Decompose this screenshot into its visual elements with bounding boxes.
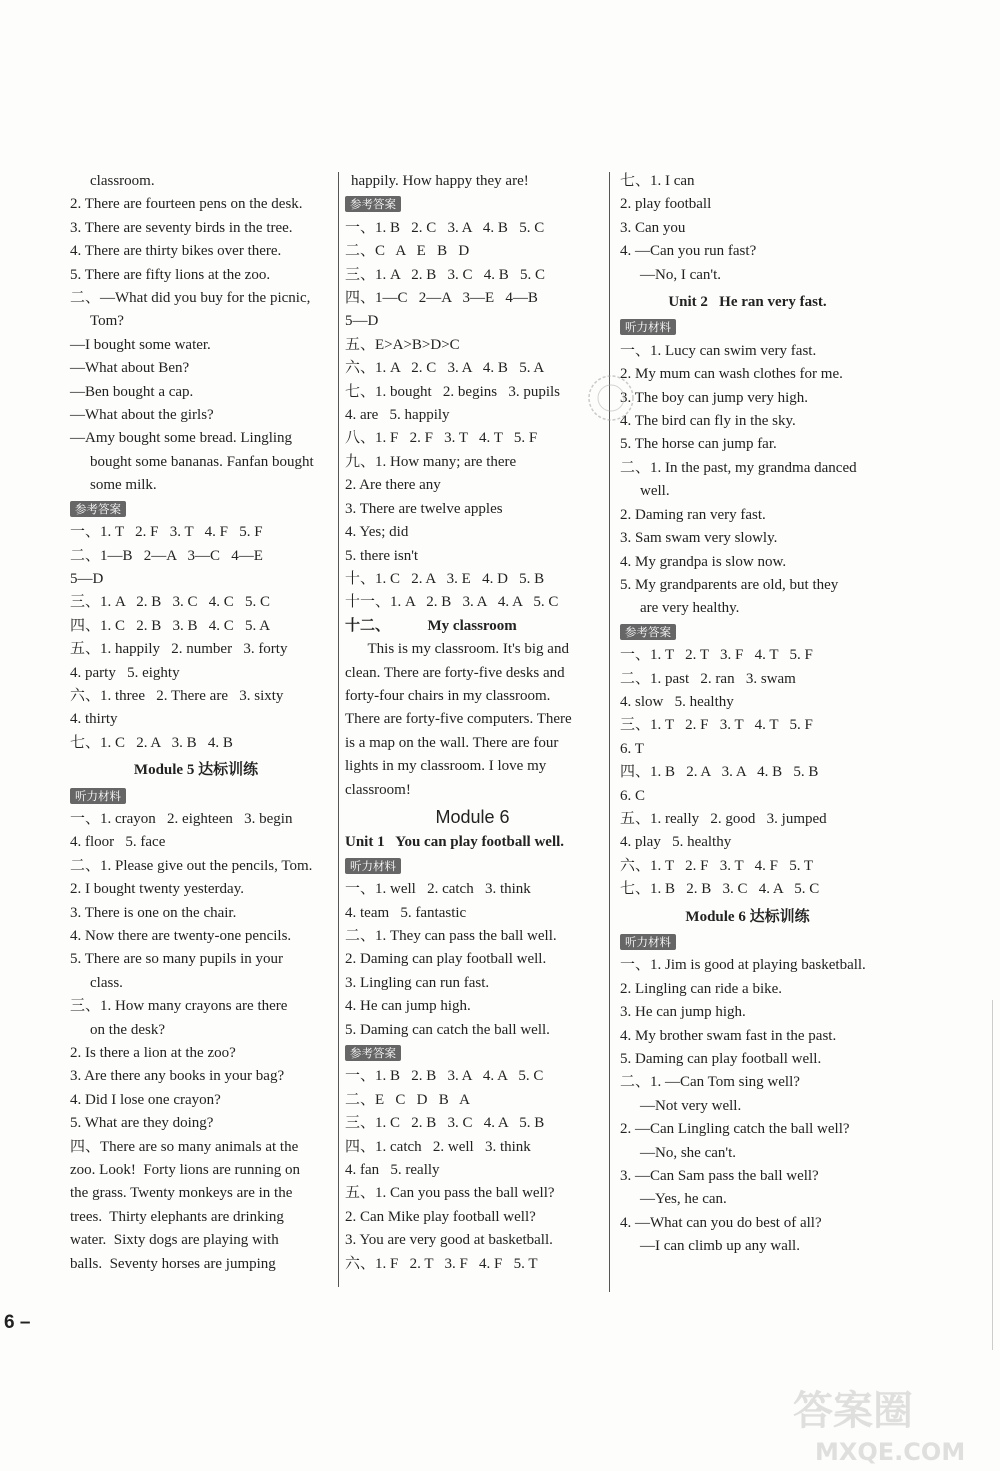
text-line: —Ben bought a cap. (70, 383, 194, 400)
text-line: —Yes, he can. (640, 1191, 727, 1208)
text-line: 4. He can jump high. (345, 998, 471, 1015)
text-line: 2. play football (620, 196, 712, 213)
text-line: 五、1. happily 2. number 3. forty (70, 641, 288, 658)
section-heading: Unit 1 You can play football well. (345, 834, 565, 851)
text-line: zoo. Look! Forty lions are running on (70, 1162, 300, 1179)
tag-row (620, 316, 875, 339)
text-line: 二、C A E B D (345, 243, 470, 260)
text-line: 六、1. A 2. C 3. A 4. B 5. A (345, 360, 545, 377)
text-line: 4. There are thirty bikes over there. (70, 243, 282, 260)
text-line: Tom? (90, 313, 124, 330)
text-line: 4. —Can you run fast? (620, 243, 757, 260)
text-line: happily. How happy they are! (351, 173, 529, 189)
text-line: 4. slow 5. healthy (620, 693, 734, 710)
tag-row (620, 931, 875, 954)
section-tag: 听力材料 (620, 319, 676, 335)
text-line: 一、1. crayon 2. eighteen 3. begin (70, 810, 293, 827)
tag-row (70, 785, 322, 808)
text-line: lights in my classroom. I love my (345, 758, 547, 775)
text-line: 3. —Can Sam pass the ball well? (620, 1168, 819, 1185)
text-line: 2. Are there any (345, 477, 441, 494)
column-1 (70, 170, 322, 1276)
page-edge-line (992, 1000, 993, 1350)
section-heading: Unit 2 He ran very fast. (668, 294, 827, 311)
text-line: 三、1. How many crayons are there (70, 998, 288, 1015)
section-tag: 听力材料 (345, 858, 401, 874)
page-number: 6 – (4, 1312, 31, 1333)
text-line: 一、1. T 2. T 3. F 4. T 5. F (620, 647, 813, 664)
text-line: 六、1. three 2. There are 3. sixty (70, 687, 284, 704)
text-line: well. (640, 483, 670, 500)
text-line: 二、—What did you buy for the picnic, (70, 290, 311, 307)
text-line: 5. What are they doing? (70, 1115, 214, 1132)
text-line: 2. Can Mike play football well? (345, 1208, 536, 1225)
text-line: —Not very well. (640, 1097, 742, 1114)
text-line: 3. There is one on the chair. (70, 904, 237, 921)
text-line: 二、1. Please give out the pencils, Tom. (70, 857, 313, 874)
text-line: 4. My brother swam fast in the past. (620, 1027, 837, 1044)
text-line: 五、1. Can you pass the ball well? (345, 1185, 555, 1202)
text-line: 6. T (620, 740, 644, 757)
text-line: 4. team 5. fantastic (345, 904, 467, 921)
text-line: 4. —What can you do best of all? (620, 1214, 822, 1231)
text-line: 5. Daming can play football well. (620, 1051, 822, 1068)
text-line: —I can climb up any wall. (640, 1238, 800, 1255)
tag-row (345, 1042, 600, 1065)
text-line: 3. Sam swam very slowly. (620, 530, 778, 547)
text-line: 二、1. —Can Tom sing well? (620, 1074, 800, 1091)
text-line: 5. Daming can catch the ball well. (345, 1021, 550, 1038)
text-line: is a map on the wall. There are four (345, 734, 559, 751)
text-line: 一、1. B 2. B 3. A 4. A 5. C (345, 1068, 544, 1085)
watermark-url: MXQE.COM (815, 1438, 966, 1465)
text-line: 四、1. catch 2. well 3. think (345, 1138, 531, 1155)
tag-row (345, 193, 600, 216)
text-line: balls. Seventy horses are jumping (70, 1255, 276, 1272)
text-line: 5—D (345, 313, 379, 330)
section-tag: 参考答案 (70, 501, 126, 517)
text-line: 十、1. C 2. A 3. E 4. D 5. B (345, 570, 545, 587)
text-line: —No, I can't. (640, 266, 722, 283)
text-line: 2. Daming can play football well. (345, 951, 547, 968)
section-heading: Module 5 达标训练 (133, 762, 259, 779)
text-line: the grass. Twenty monkeys are in the (70, 1185, 293, 1202)
text-line: on the desk? (90, 1021, 165, 1038)
text-line: 四、1. C 2. B 3. B 4. C 5. A (70, 617, 271, 634)
text-line: 四、1. B 2. A 3. A 4. B 5. B (620, 764, 819, 781)
text-line: 二、E C D B A (345, 1091, 471, 1108)
text-line: trees. Thirty elephants are drinking (70, 1208, 284, 1225)
text-line: 一、1. Jim is good at playing basketball. (620, 957, 866, 974)
text-line: 一、1. T 2. F 3. T 4. F 5. F (70, 524, 263, 541)
section-tag: 参考答案 (620, 624, 676, 640)
column-divider-1 (338, 172, 339, 1287)
text-line: 七、1. I can (620, 173, 695, 189)
section-heading: Module 6 达标训练 (685, 908, 810, 925)
text-line: 3. Lingling can run fast. (345, 974, 490, 991)
text-line: 5—D (70, 570, 104, 587)
text-line: 3. There are seventy birds in the tree. (70, 219, 293, 236)
text-line: 3. You are very good at basketball. (345, 1232, 553, 1249)
text-line: 一、1. Lucy can swim very fast. (620, 342, 817, 359)
text-line: There are forty-five computers. There (345, 711, 572, 728)
text-line: 一、1. B 2. C 3. A 4. B 5. C (345, 219, 545, 236)
text-line: 6. C (620, 787, 646, 804)
text-line: 九、1. How many; are there (345, 453, 517, 470)
column-divider-2 (609, 172, 610, 1292)
watermark-text: 答案圈 (793, 1388, 913, 1434)
text-line: some milk. (90, 477, 157, 494)
text-line: 2. Lingling can ride a bike. (620, 980, 783, 997)
text-line: 2. Daming ran very fast. (620, 506, 766, 523)
text-line: 5. There are fifty lions at the zoo. (70, 266, 271, 283)
text-line: 4. My grandpa is slow now. (620, 553, 787, 570)
text-line: 4. party 5. eighty (70, 664, 180, 681)
text-line: 2. I bought twenty yesterday. (70, 881, 244, 898)
text-line: 四、1—C 2—A 3—E 4—B (345, 290, 538, 307)
text-line: 二、1. They can pass the ball well. (345, 928, 557, 944)
text-line: 2. My mum can wash clothes for me. (620, 366, 843, 383)
text-line: 五、E>A>B>D>C (345, 336, 460, 353)
text-line: 2. There are fourteen pens on the desk. (70, 196, 303, 213)
text-line: clean. There are forty-five desks and (345, 664, 565, 681)
text-line: 5. There are so many pupils in your (70, 951, 284, 968)
tag-row (620, 621, 875, 644)
section-heading: Module 6 (435, 806, 510, 827)
text-line: 2. Is there a lion at the zoo? (70, 1045, 236, 1062)
column-3 (620, 170, 875, 1259)
text-line: forty-four chairs in my classroom. (345, 687, 551, 704)
watermark-logo-icon (785, 1380, 995, 1465)
text-line: 3. The boy can jump very high. (620, 389, 809, 406)
text-line: water. Sixty dogs are playing with (70, 1232, 279, 1249)
text-line: 二、1—B 2—A 3—C 4—E (70, 547, 263, 564)
text-line: 六、1. T 2. F 3. T 4. F 5. T (620, 857, 814, 874)
text-line: —No, she can't. (640, 1144, 737, 1161)
text-line: 3. Are there any books in your bag? (70, 1068, 285, 1085)
text-line: 三、1. A 2. B 3. C 4. C 5. C (70, 594, 271, 611)
text-line: 一、1. well 2. catch 3. think (345, 881, 531, 898)
column-2 (345, 170, 600, 1276)
text-line: 3. There are twelve apples (345, 500, 503, 517)
text-line: are very healthy. (640, 600, 740, 617)
text-line: 3. He can jump high. (620, 1004, 746, 1021)
text-line: 二、1. past 2. ran 3. swam (620, 670, 796, 687)
text-line: —Amy bought some bread. Lingling (70, 430, 293, 447)
text-line: 七、1. B 2. B 3. C 4. A 5. C (620, 881, 820, 898)
section-heading: 十二、 My classroom (345, 617, 517, 634)
text-line: 4. thirty (70, 711, 118, 728)
text-line: 2. —Can Lingling catch the ball well? (620, 1121, 850, 1138)
text-line: 5. there isn't (345, 547, 419, 564)
text-line: 4. The bird can fly in the sky. (620, 413, 796, 430)
section-tag: 参考答案 (345, 1045, 401, 1061)
section-tag: 参考答案 (345, 196, 401, 212)
text-line: 4. Did I lose one crayon? (70, 1091, 221, 1108)
text-line: 八、1. F 2. F 3. T 4. T 5. F (345, 430, 538, 447)
text-line: 4. floor 5. face (70, 834, 166, 851)
text-line: 5. My grandparents are old, but they (620, 576, 839, 593)
tag-row (345, 855, 600, 878)
text-line: bought some bananas. Fanfan bought (90, 453, 314, 470)
section-tag: 听力材料 (620, 934, 676, 950)
text-line: 六、1. F 2. T 3. F 4. F 5. T (345, 1255, 538, 1272)
text-line: class. (90, 974, 123, 991)
text-line: —I bought some water. (70, 336, 211, 353)
text-line: This is my classroom. It's big and (345, 641, 569, 658)
text-line: 5. The horse can jump far. (620, 436, 777, 453)
text-line: 七、1. C 2. A 3. B 4. B (70, 734, 233, 751)
text-line: 4. are 5. happily (345, 407, 450, 424)
text-line: 四、There are so many animals at the (70, 1138, 299, 1155)
text-line: 五、1. really 2. good 3. jumped (620, 810, 827, 827)
text-line: 4. play 5. healthy (620, 834, 732, 851)
text-line: 3. Can you (620, 219, 686, 236)
text-line: 4. fan 5. really (345, 1162, 440, 1179)
text-line: 七、1. bought 2. begins 3. pupils (345, 383, 561, 400)
text-line: —What about Ben? (70, 360, 190, 377)
text-line: 4. Now there are twenty-one pencils. (70, 928, 292, 944)
text-line: classroom! (345, 781, 411, 798)
text-line: 二、1. In the past, my grandma danced (620, 459, 857, 476)
tag-row (70, 498, 322, 521)
text-line: 三、1. C 2. B 3. C 4. A 5. B (345, 1115, 545, 1132)
text-line: 三、1. A 2. B 3. C 4. B 5. C (345, 266, 546, 283)
text-line: classroom. (90, 173, 155, 189)
text-line: 三、1. T 2. F 3. T 4. T 5. F (620, 717, 813, 734)
stamp-icon (585, 372, 637, 424)
text-line: 4. Yes; did (345, 524, 409, 541)
text-line: 十一、1. A 2. B 3. A 4. A 5. C (345, 594, 559, 611)
text-line: —What about the girls? (70, 407, 214, 424)
section-tag: 听力材料 (70, 788, 126, 804)
